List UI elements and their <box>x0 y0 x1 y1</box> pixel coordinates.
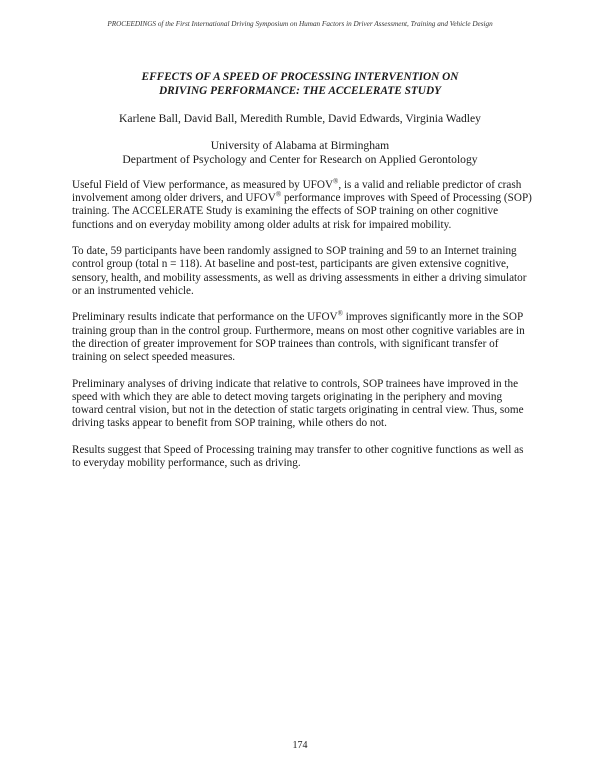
page-number: 174 <box>292 740 308 751</box>
title-line-1: EFFECTS OF A SPEED OF PROCESSING INTERVENTION ON <box>141 71 459 83</box>
author-list: Karlene Ball, David Ball, Meredith Rumble, David Edwards, Virginia Wadley <box>119 112 481 125</box>
paragraph-4: Preliminary analyses of driving indicate that relative to controls, SOP trainees have improved in the speed with which they are able to detect moving targets originating in the periphery and moving toward central vision, but not in the detection of static targets originating in central view. Thus, some driving tasks appear to benefit from SOP training, while others do not. <box>72 377 524 430</box>
paragraph-2: To date, 59 participants have been randomly assigned to SOP training and 59 to an Internet training control group (total n = 118). At baseline and post-test, participants are given extensive cognitive, sensory, health, and mobility assessments, as well as driving assessments in either a driving simulator or an instrumented vehicle. <box>72 245 527 297</box>
affiliation-university: University of Alabama at Birmingham <box>210 139 390 152</box>
affiliation-department: Department of Psychology and Center for Research on Applied Gerontology <box>122 153 478 166</box>
p1-text-b: , is a valid and reliable predictor of crash involvement among older drivers, and UFOV <box>72 179 522 205</box>
registered-mark: ® <box>337 309 343 318</box>
abstract-body <box>72 179 532 484</box>
p3-text-a: Preliminary results indicate that performance on the UFOV <box>72 311 338 324</box>
registered-mark: ® <box>333 177 339 186</box>
p1-text-c: performance improves with Speed of Processing (SOP) training. The ACCELERATE Study is examining the effects of SOP training on other cognitive functions and on everyday mobility among older adults at risk for impaired mobility. <box>72 192 532 231</box>
p1-text-a: Useful Field of View performance, as measured by UFOV <box>72 179 334 191</box>
p3-text-b: improves significantly more in the SOP training group than in the control group. Furthermore, means on most other cognitive variables are in the direction of greater improvement for SOP trainees than controls, with significant transfer of training on select speeded measures. <box>72 311 525 364</box>
affiliation <box>60 139 540 167</box>
paragraph-1 <box>72 179 532 232</box>
registered-mark: ® <box>275 190 282 199</box>
paragraph-3 <box>72 311 532 364</box>
title-line-2: DRIVING PERFORMANCE: THE ACCELERATE STUDY <box>158 85 442 97</box>
paper-title <box>60 70 540 98</box>
paragraph-5: Results suggest that Speed of Processing training may transfer to other cognitive functions as well as to everyday mobility performance, such as driving. <box>72 443 524 470</box>
running-header: PROCEEDINGS of the First International Driving Symposium on Human Factors in Driver Assessment, Training and Vehicle Design <box>107 20 493 28</box>
